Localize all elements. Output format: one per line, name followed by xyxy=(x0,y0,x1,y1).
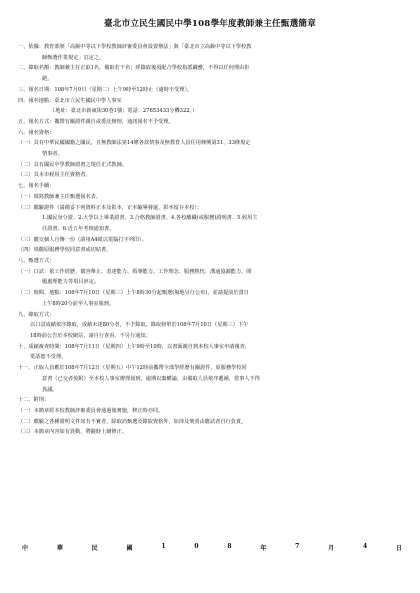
document-line: （三）本簡章內容如有異動，將隨時上網修正。 xyxy=(18,429,127,436)
document-line: （四）填繳原服務學校同意書或切結書。 xyxy=(18,247,112,254)
document-line: （二）繳驗之各種證明文件如有不實者，除取消甄選及錄取資格外，如涉及刑責由應試者自行負責。 xyxy=(18,418,247,425)
document-line: 絕。 xyxy=(42,76,53,83)
date-char: 中 xyxy=(22,545,29,552)
document-line: 三、報名日期：108年7月9日（星期二）上午9時至12時止（逾時不受理）。 xyxy=(18,86,193,93)
document-line: 師甄選作業規定」訂定之。 xyxy=(42,54,105,61)
document-line: 四、報名地點：臺北市立民生國民中學人事室 xyxy=(18,97,122,104)
document-body xyxy=(18,42,406,438)
date-char: 7 xyxy=(295,543,300,550)
document-line: 電話恕不受理。 xyxy=(30,354,67,361)
document-line: （三）繳交個人自傳一份（請用A4紙以電腦打字列印）。 xyxy=(18,236,147,243)
document-line: 十、成績複查時間：108年7月11日（星期四）上午9時至10時，以書面親自到本校人事室申請複查， xyxy=(18,343,251,350)
document-line: 一、依據：教育部頒「高級中等以下學校教師評審委員會設置辦法」與「臺北市立高級中等以下學校教 xyxy=(18,44,252,50)
document-line: 七、報名手續： xyxy=(18,183,55,190)
document-line: 二、錄取名額：教師兼主任正取1名，備取若干名；經錄取後須配合學校指派職務，不得以任何理由拒 xyxy=(18,65,250,72)
document-line: 任證書、6.近五年考核通知書。 xyxy=(42,225,115,232)
document-line: （一）填寫教師兼主任甄選報名表。 xyxy=(18,193,102,200)
document-line: 六、報名資格： xyxy=(18,129,55,136)
document-line: （一）口試：依工作經歷、儀容舉止、表達能力、領導能力、工作理念、服務熱忱、溝通協調能力、問 xyxy=(18,268,252,275)
date-char: 日 xyxy=(395,545,402,552)
document-line: 1.國民身分證、2.大學以上畢業證書、3.合格教師證書、4.各校離職(或服務)證明書、5.候用主 xyxy=(42,215,258,222)
document-line: 九、錄取方式： xyxy=(18,311,55,318)
date-line xyxy=(22,543,402,552)
document-line: 以口試成績依序錄取，成績未達80分者，不予錄取。錄取榜單於108年7月10日（星期三）下午 xyxy=(30,322,249,329)
document-line: 意書（已交者免附）至本校人事室辦理報到，逾期以棄權論，由備取人員依序遞補，當事人不得 xyxy=(42,375,260,382)
date-char: 8 xyxy=(227,543,232,550)
document-line: 題處理能力等項目評定。 xyxy=(42,279,100,286)
document-line: 十一、正取人員應於108年7月12日（星期五）中午12時前攜帶全部學經歷有關證件、原服務學校同 xyxy=(18,365,247,372)
date-char: 月 xyxy=(328,545,335,552)
date-char: 國 xyxy=(126,545,133,552)
date-char: 1 xyxy=(161,543,166,550)
document-line: 18時前公告於本校網站，請自行查看，不另行通知。 xyxy=(30,332,151,339)
date-char: 4 xyxy=(362,543,368,550)
document-line: （二）具有國民中學教師證書之現任正式教師。 xyxy=(18,161,127,168)
date-char: 民 xyxy=(91,545,98,552)
document-line: 五、報名方式：攜帶有關證件親自或委託辦理，通訊報名不予受理。 xyxy=(18,118,174,125)
date-char: 華 xyxy=(56,545,63,552)
document-line: 情事者。 xyxy=(42,151,63,158)
document-line: （二）繳驗證件（請備妥下列資料正本及影本，正本驗畢發還，影本留存本校）： xyxy=(18,204,203,211)
document-line: 十二、附則： xyxy=(18,397,50,404)
date-char: 0 xyxy=(194,543,199,550)
document-line: （一）本簡章經本校教師評審委員會通過後實施，修正時亦同。 xyxy=(18,407,164,414)
document-title: 臺北市立民生國民中學108學年度教師兼主任甄選簡章 xyxy=(103,19,316,29)
document-line: （二）時間、地點：108年7月10日（星期三）上午8時30分起甄選(場地另行公布)，並請提前於當日 xyxy=(18,290,249,297)
document-line: （一）具有中華民國國籍之國民，且無教師法第14條各款情事及無教育人員任用條例第31、33條規定 xyxy=(18,140,251,147)
document-line: （三）具本市候用主任資格者。 xyxy=(18,172,91,179)
date-char: 年 xyxy=(260,545,267,552)
document-line: 八、甄選方式： xyxy=(18,258,55,265)
document-line: 異議。 xyxy=(42,386,58,393)
document-line: 上午8時20分前至人事室報到。 xyxy=(42,300,115,307)
document-line: （地址：臺北市新東街30巷1號；電話：27653433分機322。） xyxy=(50,108,198,115)
